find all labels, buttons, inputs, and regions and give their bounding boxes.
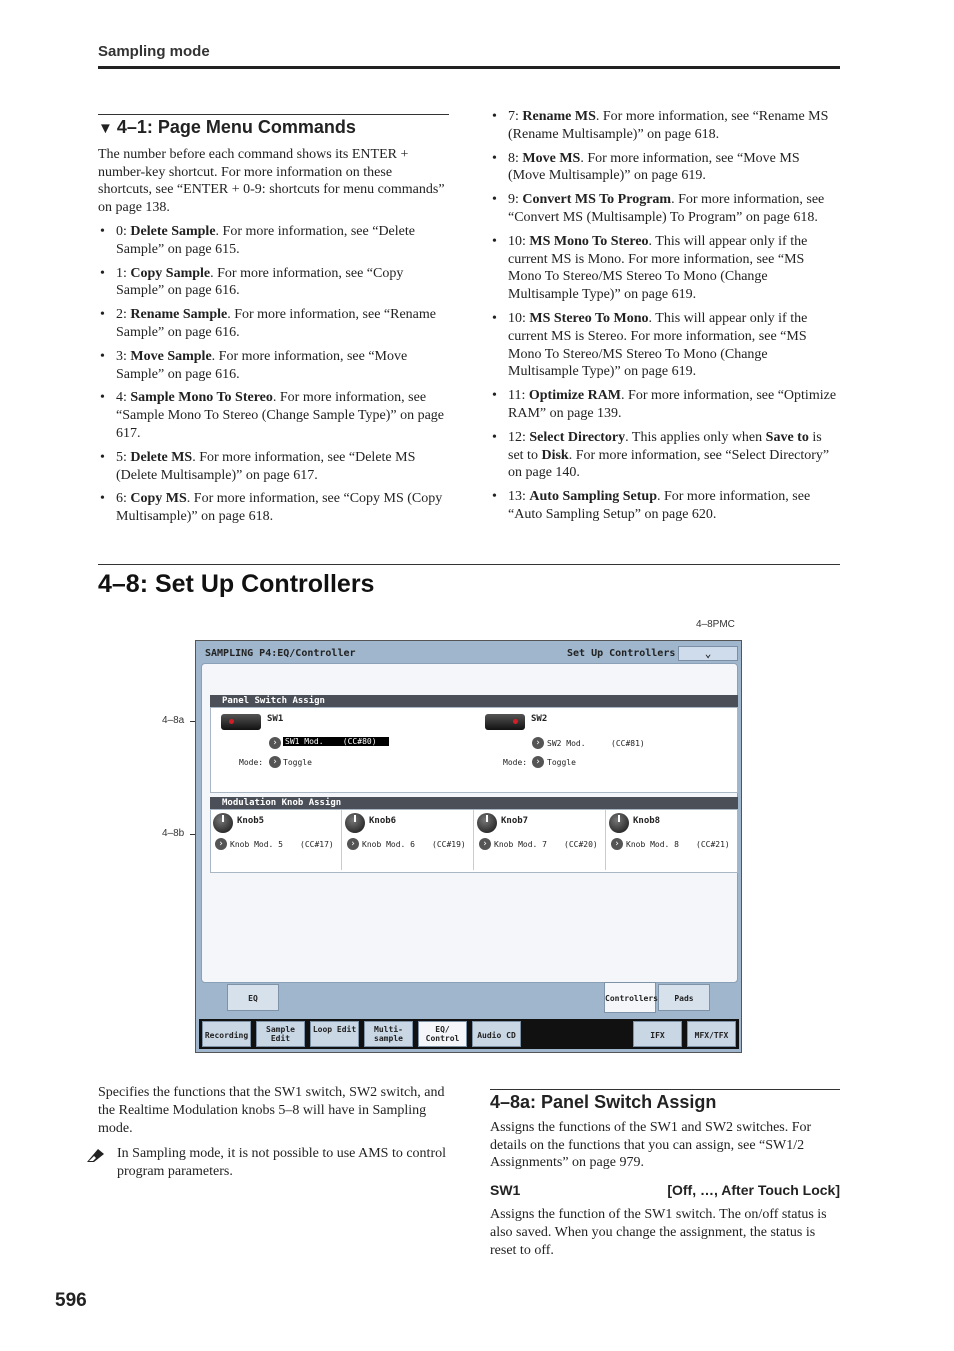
led-icon bbox=[513, 719, 518, 724]
section-heading-4-8a: 4–8a: Panel Switch Assign bbox=[490, 1092, 717, 1112]
list-item: • 0: Delete Sample. For more information, see “Delete Sample” on page 615. bbox=[98, 223, 449, 259]
tab-audio-cd[interactable]: Audio CD bbox=[472, 1021, 521, 1047]
sw1-switch[interactable] bbox=[221, 714, 261, 730]
sw1-mode-label: Mode: bbox=[239, 758, 264, 767]
left-column bbox=[98, 114, 449, 532]
section-rule bbox=[98, 114, 449, 115]
knob-cell bbox=[607, 810, 737, 870]
list-item: • 10: MS Stereo To Mono. This will appear only if the current MS is Stereo. For more information, see “MS Mono To Stereo/MS Stereo To Mono (Change Multisample Type)” on page 619. bbox=[490, 310, 840, 381]
panel-switch-header: Panel Switch Assign bbox=[210, 695, 738, 707]
knob-cell bbox=[475, 810, 606, 870]
screen-panel bbox=[201, 663, 738, 983]
knob5-icon[interactable] bbox=[213, 813, 233, 833]
sw2-label: SW2 bbox=[531, 714, 548, 724]
parameter-name: SW1 bbox=[490, 1182, 521, 1199]
list-item: • 10: MS Mono To Stereo. This will appear only if the current MS is Mono. For more information, see “MS Mono To Stereo/MS Stereo To Mono (Change Multisample Type)” on page 619. bbox=[490, 233, 840, 304]
note bbox=[98, 1145, 449, 1181]
tab-eq-control[interactable]: EQ/ Control bbox=[418, 1021, 467, 1047]
h1-rule bbox=[98, 564, 840, 565]
section-rule bbox=[490, 1089, 840, 1090]
mod-knob-box bbox=[210, 809, 738, 873]
knob5-value-select[interactable]: Knob Mod. 5 bbox=[230, 840, 283, 849]
page-menu-button[interactable] bbox=[678, 646, 738, 661]
arrow-right-icon[interactable]: › bbox=[532, 737, 544, 749]
command-list-right bbox=[490, 108, 840, 524]
knob-cell bbox=[211, 810, 342, 870]
assign-paragraph: Assigns the functions of the SW1 and SW2 switches. For details on the functions that you can assign, see “SW1/2 Assignments” on page 979. bbox=[490, 1119, 812, 1171]
knob7-value-select[interactable]: Knob Mod. 7 bbox=[494, 840, 547, 849]
section-heading-4-1 bbox=[98, 119, 449, 138]
tab-loop-edit[interactable]: Loop Edit bbox=[310, 1021, 359, 1047]
figure-code: 4–8PMC bbox=[696, 619, 735, 630]
knob8-cc: (CC#21) bbox=[696, 840, 730, 849]
note-text: In Sampling mode, it is not possible to use AMS to control program parameters. bbox=[117, 1146, 446, 1180]
tab-sample-edit[interactable]: Sample Edit bbox=[256, 1021, 305, 1047]
arrow-right-icon[interactable]: › bbox=[479, 838, 491, 850]
arrow-right-icon[interactable]: › bbox=[611, 838, 623, 850]
mod-knob-header: Modulation Knob Assign bbox=[210, 797, 738, 809]
list-item: • 1: Copy Sample. For more information, see “Copy Sample” on page 616. bbox=[98, 265, 449, 301]
knob6-label: Knob6 bbox=[369, 816, 397, 826]
list-item: • 9: Convert MS To Program. For more information, see “Convert MS (Multisample) To Program” on page 618. bbox=[490, 191, 840, 227]
tab-controllers[interactable]: Controllers bbox=[604, 982, 656, 1013]
arrow-right-icon[interactable]: › bbox=[215, 838, 227, 850]
lower-left-column bbox=[98, 1084, 449, 1181]
knob6-cc: (CC#19) bbox=[432, 840, 466, 849]
tab-pads[interactable]: Pads bbox=[658, 984, 710, 1011]
knob5-cc: (CC#17) bbox=[300, 840, 334, 849]
list-item: • 13: Auto Sampling Setup. For more information, see “Auto Sampling Setup” on page 620. bbox=[490, 488, 840, 524]
callout-4-8b: 4–8b bbox=[162, 828, 185, 839]
screen-figure bbox=[195, 640, 742, 1053]
parameter-row bbox=[490, 1182, 840, 1200]
sw1-value-select[interactable]: SW1 Mod. (CC#80) bbox=[283, 737, 389, 746]
sw1-label: SW1 bbox=[267, 714, 284, 724]
panel-switch-box bbox=[210, 707, 738, 793]
knob5-label: Knob5 bbox=[237, 816, 265, 826]
page-number: 596 bbox=[55, 1290, 87, 1311]
tab-recording[interactable]: Recording bbox=[202, 1021, 251, 1047]
knob8-icon[interactable] bbox=[609, 813, 629, 833]
knob7-icon[interactable] bbox=[477, 813, 497, 833]
list-item: • 2: Rename Sample. For more information, see “Rename Sample” on page 616. bbox=[98, 306, 449, 342]
command-list-left bbox=[98, 223, 449, 526]
knob7-cc: (CC#20) bbox=[564, 840, 598, 849]
knob8-label: Knob8 bbox=[633, 816, 661, 826]
knob6-icon[interactable] bbox=[345, 813, 365, 833]
lower-right-column bbox=[490, 1089, 840, 1259]
section-heading-text: 4–1: Page Menu Commands bbox=[116, 117, 356, 137]
knob-cell bbox=[343, 810, 474, 870]
list-item: • 12: Select Directory. This applies only when Save to is set to Disk. For more information, see “Select Directory” on page 140. bbox=[490, 429, 840, 482]
screen-page-label: Set Up Controllers bbox=[567, 648, 676, 659]
parameter-description: Assigns the function of the SW1 switch. The on/off status is also saved. When you change the assignment, the status is reset to off. bbox=[490, 1206, 827, 1258]
arrow-right-icon[interactable]: › bbox=[269, 737, 281, 749]
sw2-mode-select[interactable]: Toggle bbox=[547, 758, 576, 767]
intro-paragraph: The number before each command shows its ENTER + number-key shortcut. For more information on these shortcuts, see “ENTER + 0-9: shortcuts for menu commands” on page 138. bbox=[98, 146, 445, 216]
callout-4-8a: 4–8a bbox=[162, 715, 185, 726]
right-column bbox=[490, 108, 840, 530]
list-item: • 6: Copy MS. For more information, see “Copy MS (Copy Multisample)” on page 618. bbox=[98, 490, 449, 526]
triangle-icon: ▼ bbox=[98, 120, 113, 137]
list-item: • 5: Delete MS. For more information, see “Delete MS (Delete Multisample)” on page 617. bbox=[98, 449, 449, 485]
list-item: • 11: Optimize RAM. For more information, see “Optimize RAM” on page 139. bbox=[490, 387, 840, 423]
knob7-label: Knob7 bbox=[501, 816, 529, 826]
list-item: • 8: Move MS. For more information, see “Move MS (Move Multisample)” on page 619. bbox=[490, 150, 840, 186]
list-item: • 7: Rename MS. For more information, see “Rename MS (Rename Multisample)” on page 618. bbox=[490, 108, 840, 144]
note-pen-icon bbox=[86, 1147, 106, 1169]
knob6-value-select[interactable]: Knob Mod. 6 bbox=[362, 840, 415, 849]
running-header: Sampling mode bbox=[98, 43, 210, 60]
header-rule bbox=[98, 66, 840, 69]
description-paragraph: Specifies the functions that the SW1 switch, SW2 switch, and the Realtime Modulation knobs 5–8 will have in Sampling mode. bbox=[98, 1085, 445, 1136]
parameter-range: [Off, …, After Touch Lock] bbox=[667, 1182, 840, 1199]
section-heading-4-8: 4–8: Set Up Controllers bbox=[98, 570, 375, 598]
list-item: • 4: Sample Mono To Stereo. For more information, see “Sample Mono To Stereo (Change Sample Type)” on page 617. bbox=[98, 389, 449, 442]
arrow-right-icon[interactable]: › bbox=[269, 756, 281, 768]
sw2-mode-label: Mode: bbox=[503, 758, 528, 767]
sw2-switch[interactable] bbox=[485, 714, 525, 730]
screen-title: SAMPLING P4:EQ/Controller bbox=[205, 648, 356, 659]
tab-mfx-tfx[interactable]: MFX/TFX bbox=[687, 1021, 736, 1047]
tab-ifx[interactable]: IFX bbox=[633, 1021, 682, 1047]
sw2-cc: (CC#81) bbox=[611, 739, 645, 748]
led-icon bbox=[229, 719, 234, 724]
arrow-right-icon[interactable]: › bbox=[532, 756, 544, 768]
knob8-value-select[interactable]: Knob Mod. 8 bbox=[626, 840, 679, 849]
tab-eq[interactable]: EQ bbox=[227, 984, 279, 1011]
list-item: • 3: Move Sample. For more information, see “Move Sample” on page 616. bbox=[98, 348, 449, 384]
sw1-mode-select[interactable]: Toggle bbox=[283, 758, 312, 767]
arrow-right-icon[interactable]: › bbox=[347, 838, 359, 850]
tab-multisample[interactable]: Multi-sample bbox=[364, 1021, 413, 1047]
chevron-down-icon: ⌄ bbox=[704, 647, 712, 660]
sw2-value-select[interactable]: SW2 Mod. bbox=[547, 739, 586, 748]
screen-titlebar bbox=[202, 646, 737, 662]
